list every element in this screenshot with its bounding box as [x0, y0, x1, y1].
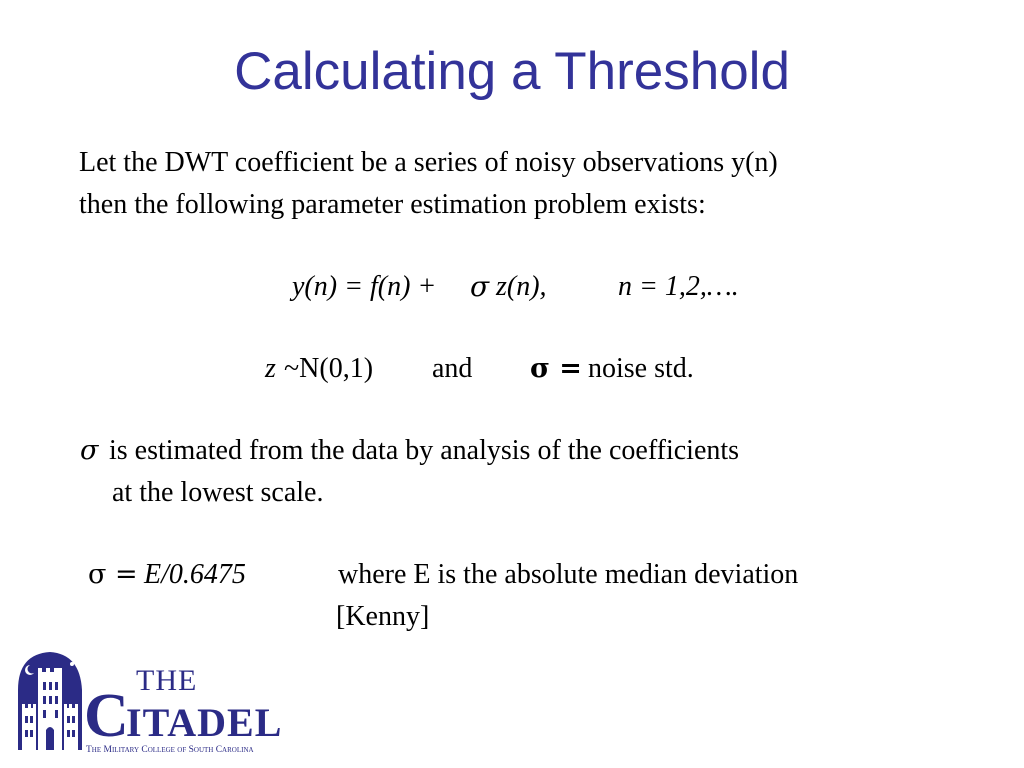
- formula-expression: E/0.6475: [144, 559, 246, 590]
- noise-and: and: [432, 353, 473, 384]
- noise-sigma-equals: σ =: [530, 353, 582, 384]
- slide-title: Calculating a Threshold: [234, 42, 790, 101]
- equation-rhs: z(n),: [496, 271, 547, 302]
- intro-line-1: Let the DWT coefficient be a series of noisy observations y(n): [79, 147, 778, 178]
- citadel-logo: [16, 650, 288, 756]
- noise-z: z: [265, 353, 276, 384]
- citadel-tower-icon: [18, 652, 82, 750]
- formula-sigma-equals: σ =: [88, 559, 138, 590]
- logo-word-rest: ITADEL: [126, 700, 283, 745]
- equation-index: n = 1,2,….: [618, 271, 739, 302]
- noise-distribution: ~N(0,1): [284, 353, 374, 384]
- formula-note-line-1: where E is the absolute median deviation: [338, 559, 799, 590]
- estimate-line-2: at the lowest scale.: [112, 477, 324, 508]
- logo-word-initial: C: [84, 682, 129, 750]
- estimate-sigma: σ: [80, 435, 99, 466]
- noise-description: noise std.: [588, 353, 694, 384]
- equation-lhs: y(n) = f(n) +: [292, 271, 437, 302]
- formula-note-line-2: [Kenny]: [336, 601, 430, 632]
- logo-tagline: The Military College of South Carolina: [86, 745, 254, 755]
- logo-word-the: THE: [136, 664, 198, 697]
- intro-line-2: then the following parameter estimation problem exists:: [79, 189, 706, 220]
- estimate-line-1: is estimated from the data by analysis of the coefficients: [109, 435, 740, 466]
- equation-sigma: σ: [470, 270, 490, 303]
